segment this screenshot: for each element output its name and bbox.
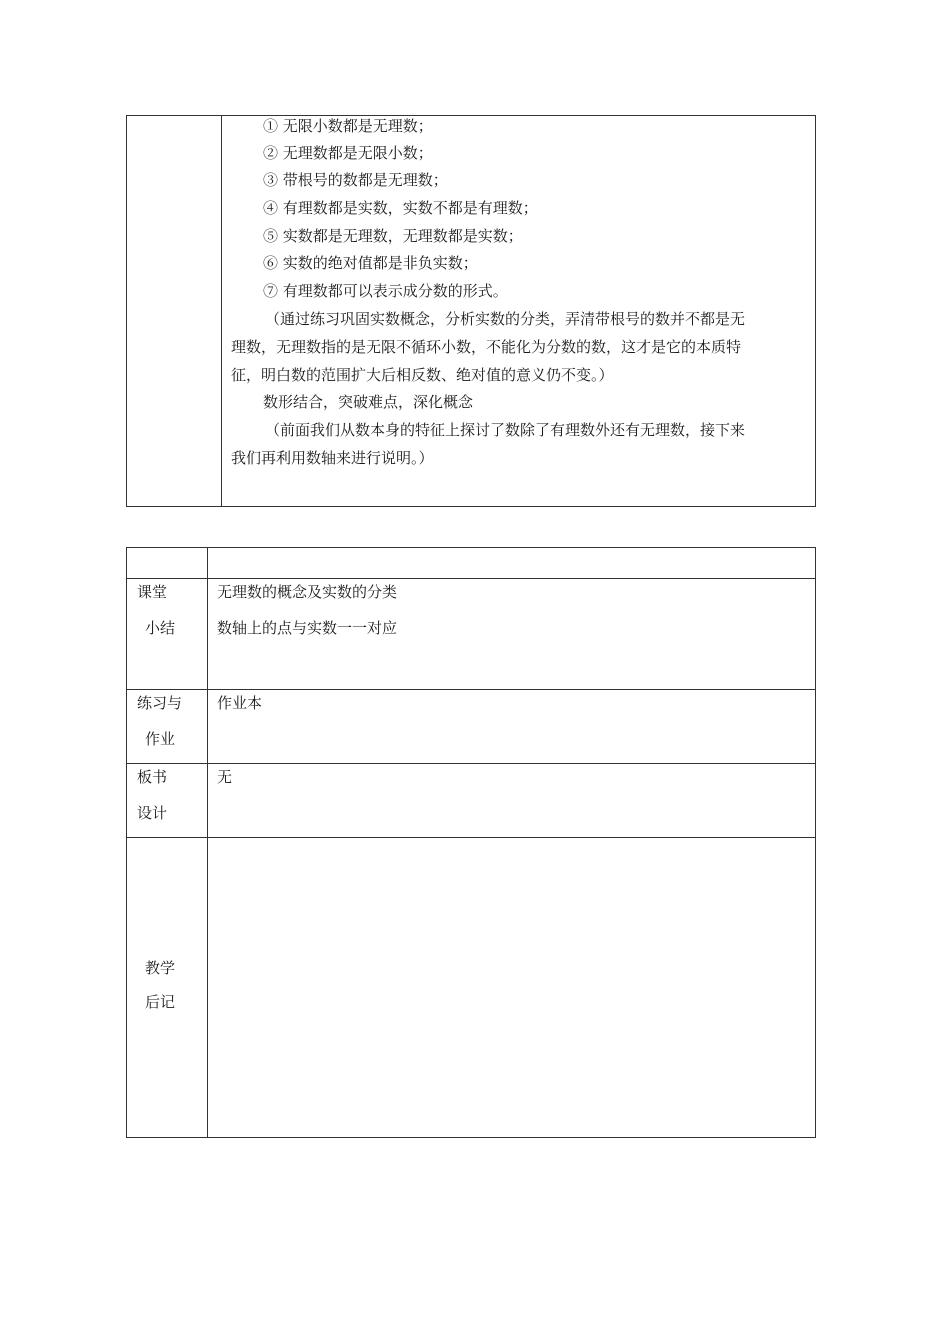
transition-line-2: 我们再利用数轴来进行说明。） xyxy=(231,449,434,467)
section-heading: 数形结合，突破难点，深化概念 xyxy=(263,393,474,411)
reflection-label-line-2: 后记 xyxy=(145,993,176,1011)
summary-label-line-1: 课堂 xyxy=(137,583,168,601)
reflection-content-area xyxy=(209,839,815,1137)
row-divider xyxy=(127,578,815,579)
statement-3 xyxy=(263,170,448,190)
statement-2: ② 无理数都是无限小数； xyxy=(263,144,433,162)
column-divider xyxy=(207,548,208,1137)
lesson-summary-table xyxy=(126,547,816,1138)
row-divider xyxy=(127,689,815,690)
board-design-label-line-1: 板书 xyxy=(137,768,168,786)
transition-line-1: （前面我们从数本身的特征上探讨了数除了有理数外还有无理数，接下来 xyxy=(265,421,746,439)
board-design-content: 无 xyxy=(217,768,233,786)
explain-line-2: 理数，无理数指的是无限不循环小数，不能化为分数的数，这才是它的本质特 xyxy=(231,338,742,356)
homework-label-line-2: 作业 xyxy=(145,730,176,748)
statement-5: ⑤ 实数都是无理数，无理数都是实数； xyxy=(263,227,523,245)
summary-content-line-2: 数轴上的点与实数一一对应 xyxy=(217,619,398,637)
summary-content-line-1: 无理数的概念及实数的分类 xyxy=(217,583,398,601)
row-divider xyxy=(127,837,815,838)
board-design-label-line-2: 设计 xyxy=(137,804,168,822)
explain-line-3: 征，明白数的范围扩大后相反数、绝对值的意义仍不变。） xyxy=(231,366,614,384)
reflection-label-line-1: 教学 xyxy=(145,959,176,977)
summary-label-line-2: 小结 xyxy=(145,619,176,637)
homework-label-line-1: 练习与 xyxy=(137,694,183,712)
lesson-process-table xyxy=(126,115,816,507)
homework-content: 作业本 xyxy=(217,694,263,712)
statement-7: ⑦ 有理数都可以表示成分数的形式。 xyxy=(263,282,508,300)
statement-1: ① 无限小数都是无理数； xyxy=(263,117,433,135)
statement-4: ④ 有理数都是实数，实数不都是有理数； xyxy=(263,199,538,217)
statement-6: ⑥ 实数的绝对值都是非负实数； xyxy=(263,254,478,272)
explain-line-1: （通过练习巩固实数概念，分析实数的分类，弄清带根号的数并不都是无 xyxy=(265,310,746,328)
row-divider xyxy=(127,763,815,764)
statement-3-text: ③ 带根号的数都是无理数； xyxy=(263,171,448,189)
column-divider xyxy=(221,116,222,506)
